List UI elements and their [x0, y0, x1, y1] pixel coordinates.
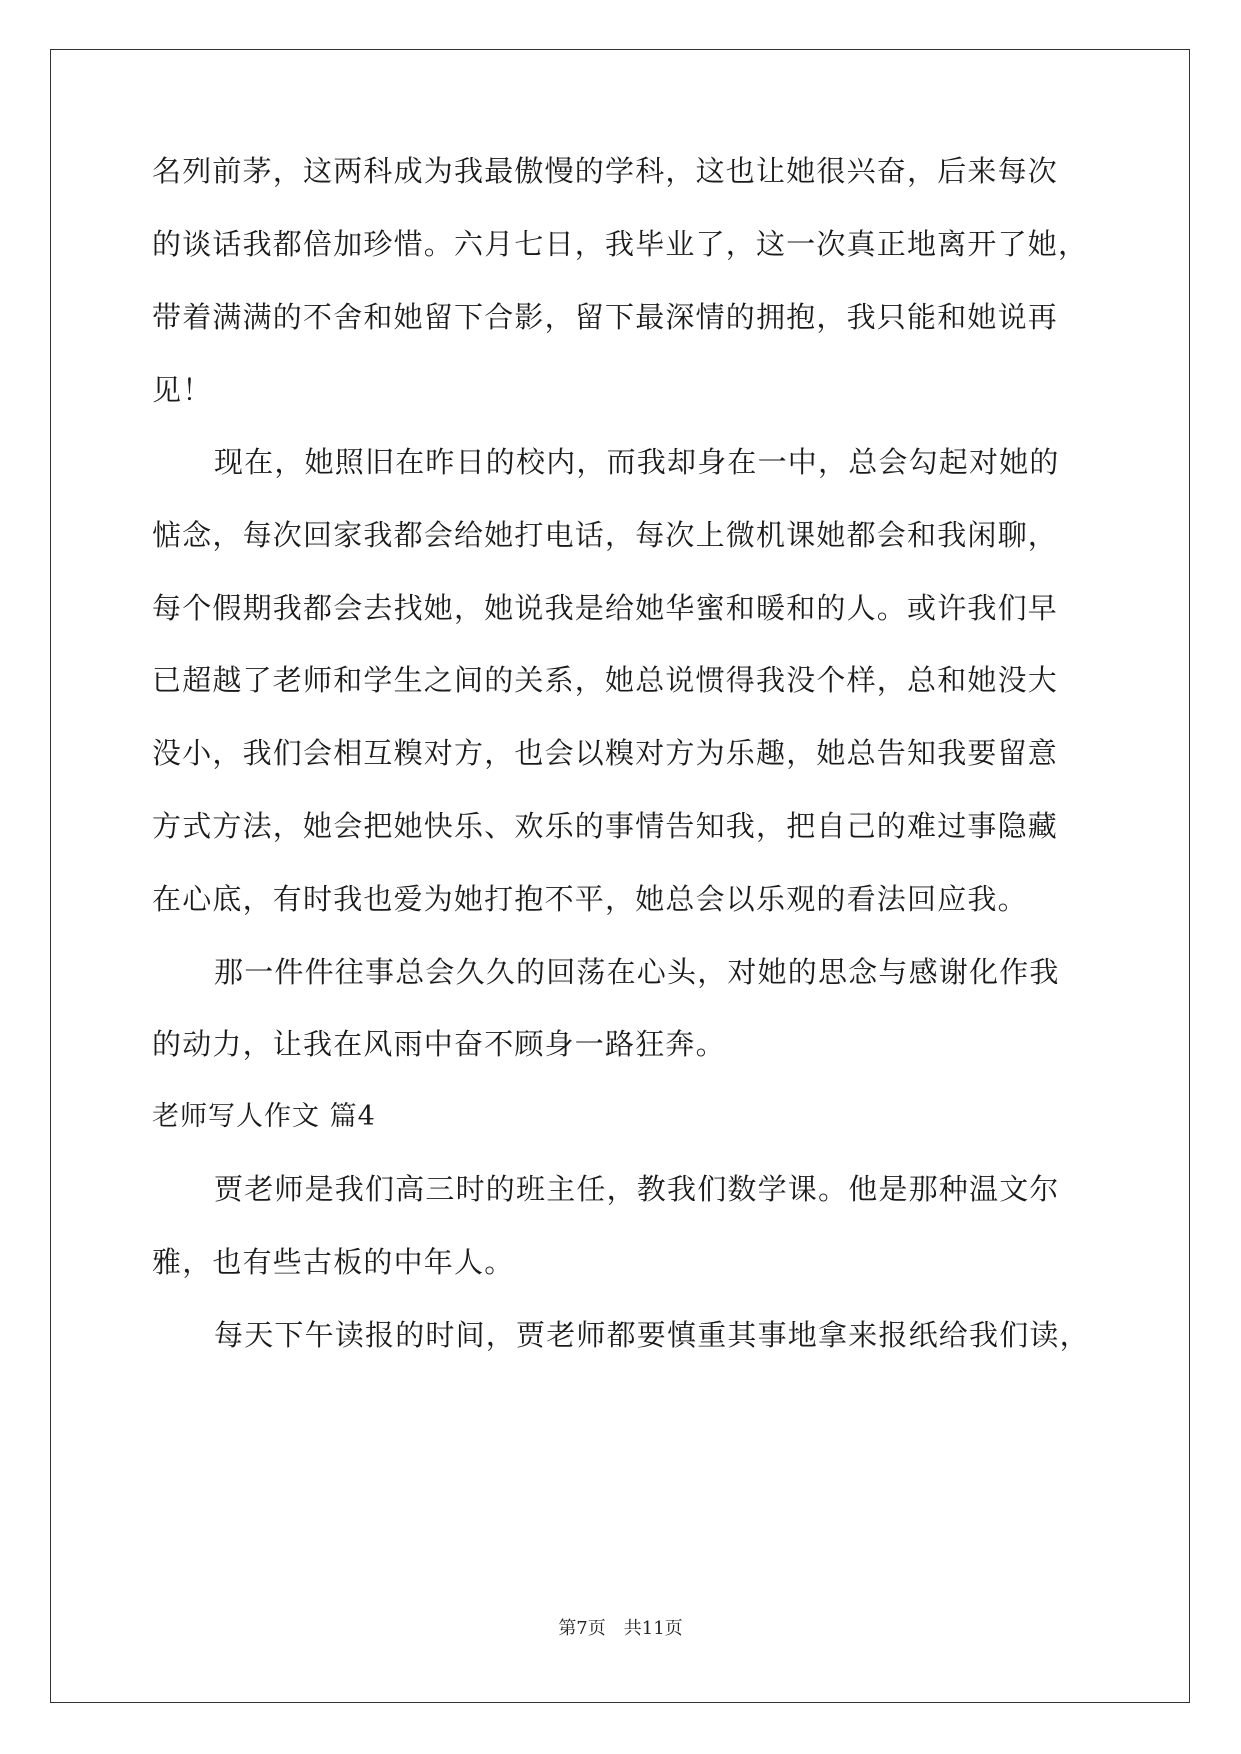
- text-line: 的谈话我都倍加珍惜。六月七日，我毕业了，这一次真正地离开了她，: [152, 227, 1089, 261]
- text-line: 雅，也有些古板的中年人。: [152, 1245, 515, 1279]
- text-line: 带着满满的不舍和她留下合影，留下最深情的拥抱，我只能和她说再: [152, 300, 1059, 334]
- text-line: 名列前茅，这两科成为我最傲慢的学科，这也让她很兴奋，后来每次: [152, 154, 1059, 188]
- text-line: 已超越了老师和学生之间的关系，她总说惯得我没个样，总和她没大: [152, 663, 1059, 697]
- text-line: 惦念，每次回家我都会给她打电话，每次上微机课她都会和我闲聊，: [152, 518, 1059, 552]
- text-line: 没小，我们会相互糗对方，也会以糗对方为乐趣，她总告知我要留意: [152, 736, 1059, 770]
- text-line: 方式方法，她会把她快乐、欢乐的事情告知我，把自己的难过事隐藏: [152, 809, 1059, 843]
- text-line: 在心底，有时我也爱为她打抱不平，她总会以乐观的看法回应我。: [152, 882, 1028, 916]
- text-line: 现在，她照旧在昨日的校内，而我却身在一中，总会勾起对她的: [214, 445, 1060, 479]
- text-line: 每个假期我都会去找她，她说我是给她华蜜和暖和的人。或许我们早: [152, 591, 1059, 625]
- text-line: 那一件件往事总会久久的回荡在心头，对她的思念与感谢化作我: [214, 955, 1060, 989]
- text-line: 每天下午读报的时间，贾老师都要慎重其事地拿来报纸给我们读，: [214, 1318, 1090, 1352]
- section-heading: 老师写人作文 篇4: [152, 1101, 376, 1132]
- text-line: 贾老师是我们高三时的班主任，教我们数学课。他是那种温文尔: [214, 1172, 1060, 1206]
- page-number-footer: 第7页 共11页: [558, 1618, 683, 1639]
- text-line: 的动力，让我在风雨中奋不顾身一路狂奔。: [152, 1027, 726, 1061]
- text-line: 见！: [152, 373, 213, 407]
